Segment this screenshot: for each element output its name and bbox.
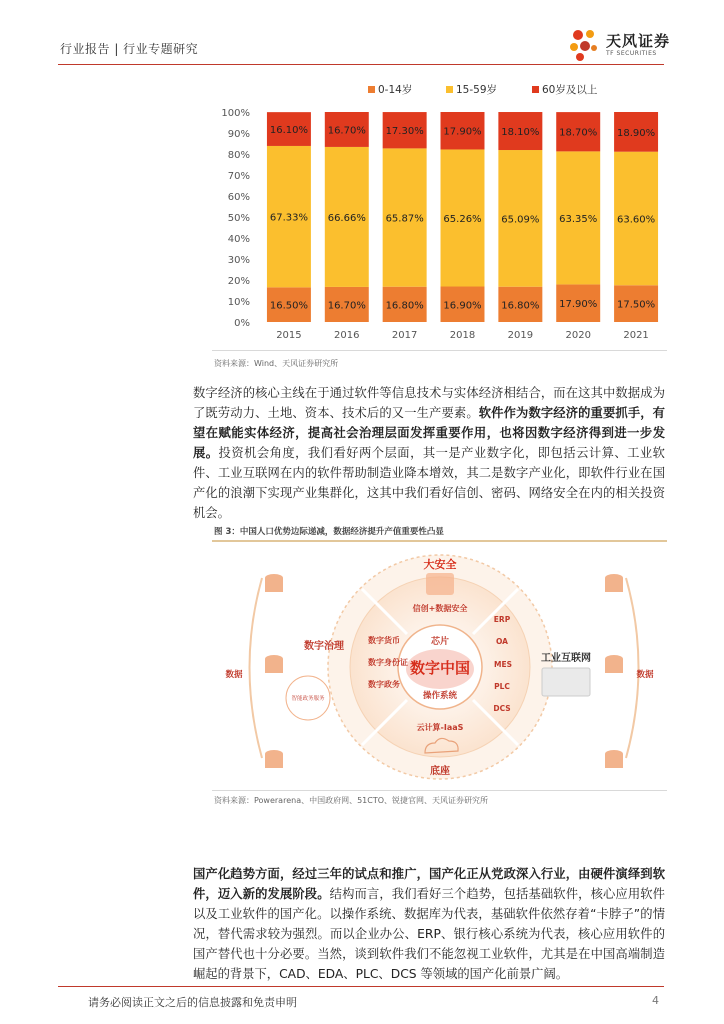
data-label: 67.33% [269, 212, 308, 224]
right-item-erp: ERP [493, 615, 511, 624]
legend-swatch [446, 86, 453, 93]
governance-label: 数字治理 [304, 641, 344, 652]
para1-sentence-1: 数字经济的核心主线在于通过软件等信息技术与实体经济相结合，而在这其中数据成为了既劳动力、土地、资本、技术后的又一生产要素。 [193, 386, 665, 420]
right-item-oa: OA [496, 637, 508, 646]
y-tick-label: 40% [227, 234, 250, 245]
para1-sentence-2: 软件作为数字经济的重要抓手，有望在赋能实体经济，提高社会治理层面发挥重要作用，也将因数字经济得到进一步发展。 [193, 406, 665, 460]
data-label: 63.35% [559, 213, 598, 225]
legend-label: 0-14岁 [378, 84, 413, 96]
data-label: 16.80% [501, 300, 540, 312]
data-label: 65.87% [385, 213, 424, 225]
digital-china-diagram [212, 548, 667, 788]
body-paragraph-1 [193, 383, 665, 523]
report-category: 行业报告 | 行业专题研究 [60, 42, 199, 56]
y-tick-label: 70% [227, 171, 250, 182]
iiot-label: 工业互联网 [541, 653, 591, 664]
para1-sentence-3: 投资机会角度，我们看好两个层面，其一是产业数字化，即包括云计算、工业软件、工业互联网在内的软件帮助制造业降本增效，其二是数字产业化，即软件行业在国产化的浪潮下实现产业集群化，这其中我们看好信创、密码、网络安全在内的相关投资机会。 [193, 446, 665, 520]
data-label: 18.70% [559, 127, 598, 139]
data-label: 17.90% [443, 126, 482, 138]
data-label-left: 数据 [225, 670, 243, 680]
data-label: 18.90% [617, 127, 656, 139]
left-item-2: 数字身份证 [368, 658, 408, 667]
foundation-label: 底座 [430, 766, 450, 777]
figure-title: 图 3：中国人口优势边际递减，数据经济提升产值重要性凸显 [214, 527, 444, 537]
y-tick-label: 100% [221, 108, 250, 119]
legend-swatch [532, 86, 539, 93]
data-label: 66.66% [327, 212, 366, 224]
y-tick-label: 60% [227, 192, 250, 203]
x-tick-label: 2020 [565, 330, 591, 341]
tf-securities-logo [566, 26, 676, 66]
data-label: 16.70% [327, 125, 366, 137]
left-item-1: 数字货币 [368, 636, 400, 645]
left-item-3: 数字政务 [368, 680, 400, 689]
figure-title-divider [212, 540, 667, 542]
data-label: 16.50% [269, 300, 308, 312]
page-number: 4 [652, 994, 659, 1007]
chip-label: 芯片 [430, 637, 450, 647]
y-tick-label: 0% [234, 318, 250, 329]
x-tick-label: 2017 [391, 330, 418, 341]
security-label: 大安全 [423, 558, 457, 571]
flow-arc-right [626, 578, 639, 758]
legend-swatch [368, 86, 375, 93]
source-divider [212, 350, 667, 351]
cloud-label: 云计算-IaaS [416, 723, 464, 732]
data-label: 16.70% [327, 300, 366, 312]
database-icon-right [605, 574, 623, 768]
legend-label: 15-59岁 [456, 84, 498, 96]
right-item-mes: MES [494, 660, 512, 669]
gov-hub-label: 智能政务服务 [291, 696, 325, 702]
flow-arc-left [250, 578, 263, 758]
xinchuang-label: 信创+数据安全 [412, 604, 468, 613]
y-tick-label: 80% [227, 150, 250, 161]
source-divider-2 [212, 790, 667, 791]
data-label: 63.60% [617, 214, 656, 226]
right-item-plc: PLC [494, 682, 510, 691]
os-label: 操作系统 [422, 691, 458, 701]
chart-source: 资料来源：Wind、天风证券研究所 [214, 359, 339, 368]
logo-text-en: TF SECURITIES [606, 50, 657, 57]
body-paragraph-2 [193, 864, 665, 984]
center-label: 数字中国 [409, 659, 471, 677]
para2-sentence-1: 国产化趋势方面，经过三年的试点和推广，国产化正从党政深入行业，由硬件演绎到软件，迈入新的发展阶段。 [193, 867, 665, 901]
data-label-right: 数据 [636, 670, 654, 680]
data-label: 17.90% [559, 299, 598, 311]
right-item-dcs: DCS [493, 704, 511, 713]
data-label: 65.26% [443, 213, 482, 225]
x-tick-label: 2021 [623, 330, 649, 341]
data-label: 17.50% [617, 299, 656, 311]
y-tick-label: 50% [227, 213, 250, 224]
y-tick-label: 30% [227, 255, 250, 266]
figure-source: 资料来源：Powerarena、中国政府网、51CTO、锐捷官网、天风证券研究所 [214, 796, 489, 805]
data-label: 17.30% [385, 126, 424, 138]
y-tick-label: 20% [227, 276, 250, 287]
data-label: 65.09% [501, 214, 540, 226]
data-label: 18.10% [501, 127, 540, 139]
data-label: 16.80% [385, 300, 424, 312]
x-tick-label: 2016 [334, 330, 360, 341]
legend-label: 60岁及以上 [542, 84, 598, 96]
header-divider [58, 64, 664, 65]
x-tick-label: 2015 [276, 330, 302, 341]
footer-divider [58, 986, 664, 987]
y-tick-label: 10% [227, 297, 250, 308]
logo-icon [566, 26, 604, 64]
disclaimer: 请务必阅读正文之后的信息披露和免责申明 [88, 996, 297, 1009]
data-label: 16.90% [443, 300, 482, 312]
population-chart [210, 76, 670, 348]
logo-text-cn: 天风证券 [606, 32, 671, 50]
para2-sentence-2: 结构而言，我们看好三个趋势，包括基础软件，核心应用软件以及工业软件的国产化。以操作系统、数据库为代表，基础软件依然存着“卡脖子”的情况，替代需求较为强烈。而以企业办公、ERP、银行核心系统为代表，核心应用软件的国产替代也十分必要。当然，谈到软件我们不能忽视工业软件，尤其是在中国高端制造崛起的背景下，CAD、EDA、PLC、DCS 等领域的国产化前景广阔。 [193, 887, 665, 981]
data-label: 16.10% [269, 125, 308, 137]
lock-icon [426, 573, 454, 595]
y-tick-label: 90% [227, 129, 250, 140]
database-icon-left [265, 574, 283, 768]
factory-icon [542, 668, 590, 696]
x-tick-label: 2018 [449, 330, 476, 341]
x-tick-label: 2019 [507, 330, 534, 341]
